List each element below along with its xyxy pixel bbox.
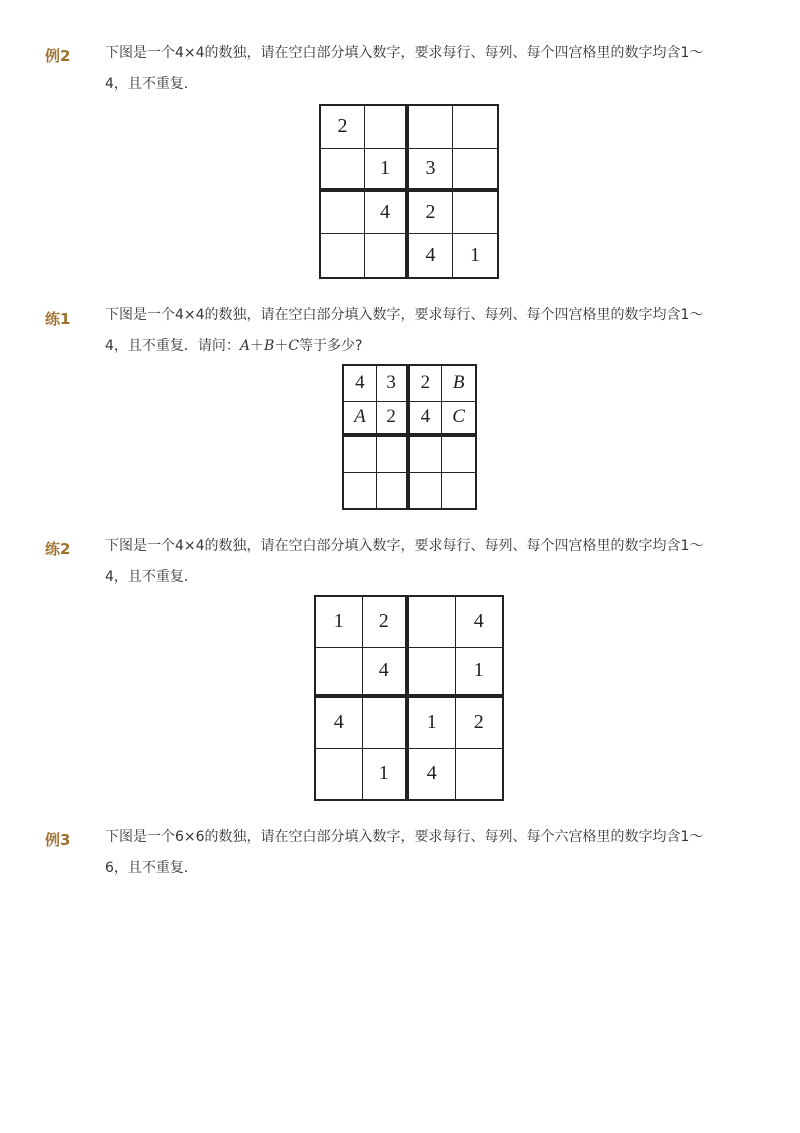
- sudoku-cell: [456, 749, 503, 800]
- exercise-label: 练1: [45, 310, 71, 328]
- sudoku-cell: 1: [365, 149, 409, 192]
- plus-sign: ＋: [274, 338, 289, 354]
- sudoku-cell: 4: [409, 234, 453, 277]
- sudoku-cell: 1: [409, 698, 456, 749]
- sudoku-cell: 1: [470, 244, 480, 267]
- sudoku-cell: [410, 437, 443, 473]
- sudoku-cell: [409, 648, 456, 699]
- sudoku-cell: [321, 149, 365, 192]
- sudoku-cell: [321, 234, 365, 277]
- problem-line-2: 4，且不重复．: [105, 569, 198, 585]
- sudoku-cell: 4: [363, 648, 410, 699]
- sudoku-cell: [453, 192, 497, 235]
- question-prefix: 4，且不重复．请问：: [105, 338, 240, 354]
- problem-line-2: 4，且不重复．: [105, 76, 198, 92]
- sudoku-cell: 2: [377, 402, 410, 438]
- variable-c: C: [288, 338, 300, 354]
- problem-line-1: 下图是一个4×4的数独，请在空白部分填入数字，要求每行、每列、每个四宫格里的数字均含1～: [105, 45, 704, 61]
- plus-sign: ＋: [250, 338, 265, 354]
- sudoku-cell: 1: [316, 597, 363, 648]
- sudoku-cell: 2: [409, 192, 453, 235]
- sudoku-cell: 1: [363, 749, 410, 800]
- problem-text: [105, 38, 725, 100]
- sudoku-cell: [409, 597, 456, 648]
- exercise-label: 练2: [45, 540, 71, 558]
- sudoku-cell: [344, 437, 377, 473]
- sudoku-cell: [377, 437, 410, 473]
- sudoku-cell: B: [442, 366, 475, 402]
- problem-line-1: 下图是一个4×4的数独，请在空白部分填入数字，要求每行、每列、每个四宫格里的数字均含1～: [105, 538, 704, 554]
- sudoku-cell: [316, 648, 363, 699]
- sudoku-cell: 3: [409, 149, 453, 192]
- problem-line-2: 6，且不重复．: [105, 860, 198, 876]
- sudoku-cell: [442, 473, 475, 509]
- sudoku-cell: A: [344, 402, 377, 438]
- sudoku-cell: [321, 192, 365, 235]
- sudoku-cell: [365, 234, 409, 277]
- sudoku-cell: [365, 106, 409, 149]
- sudoku-cell: 4: [456, 597, 503, 648]
- sudoku-cell: [410, 473, 443, 509]
- sudoku-cell: 1: [456, 648, 503, 699]
- problem-text: [105, 531, 725, 593]
- sudoku-cell: [409, 106, 453, 149]
- sudoku-cell: [453, 149, 497, 192]
- sudoku-cell: 2: [456, 698, 503, 749]
- problem-text: [105, 300, 725, 362]
- sudoku-cell: C: [442, 402, 475, 438]
- sudoku-cell: 3: [377, 366, 410, 402]
- sudoku-cell: [363, 698, 410, 749]
- problem-line-1: 下图是一个6×6的数独，请在空白部分填入数字，要求每行、每列、每个六宫格里的数字均含1～: [105, 829, 704, 845]
- sudoku-cell: 4: [316, 698, 363, 749]
- sudoku-cell: 4: [344, 366, 377, 402]
- sudoku-cell: 4: [365, 192, 409, 235]
- problem-line-2: [105, 331, 725, 362]
- problem-line-1: 下图是一个4×4的数独，请在空白部分填入数字，要求每行、每列、每个四宫格里的数字均含1～: [105, 307, 704, 323]
- sudoku-cell: [344, 473, 377, 509]
- sudoku-cell: 4: [409, 749, 456, 800]
- example-label: 例3: [45, 831, 71, 849]
- sudoku-cell: 2: [321, 106, 365, 149]
- sudoku-grid: [319, 104, 499, 279]
- problem-text: [105, 822, 725, 884]
- sudoku-cell: 4: [410, 402, 443, 438]
- sudoku-grid: [314, 595, 504, 801]
- sudoku-cell: 2: [363, 597, 410, 648]
- sudoku-grid: [342, 364, 477, 510]
- variable-a: A: [239, 338, 251, 354]
- sudoku-cell: [316, 749, 363, 800]
- sudoku-cell: [453, 106, 497, 149]
- example-label: 例2: [45, 47, 71, 65]
- sudoku-cell: [442, 437, 475, 473]
- question-suffix: 等于多少?: [299, 338, 363, 354]
- variable-b: B: [264, 338, 275, 354]
- sudoku-cell: 2: [410, 366, 443, 402]
- sudoku-cell: [377, 473, 410, 509]
